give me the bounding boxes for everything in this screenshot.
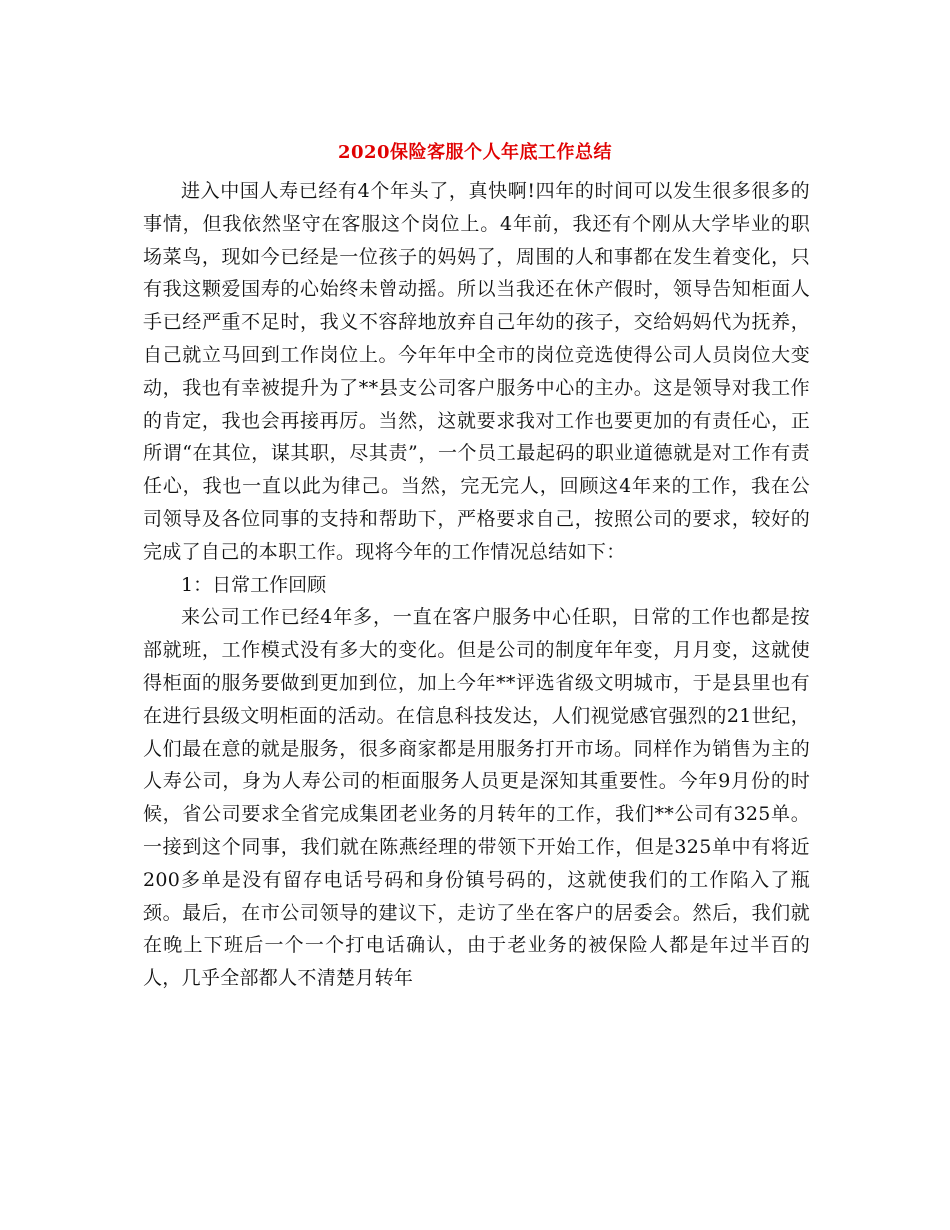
paragraph-intro: 进入中国人寿已经有4个年头了，真快啊!四年的时间可以发生很多很多的事情，但我依然坚守在客服这个岗位上。4年前，我还有个刚从大学毕业的职场菜鸟，现如今已经是一位孩子的妈妈了，周围的人和事都在发生着变化，只有我这颗爱国寿的心始终未曾动摇。所以当我还在休产假时，领导告知柜面人手已经严重不足时，我义不容辞地放弃自己年幼的孩子，交给妈妈代为抚养，自己就立马回到工作岗位上。今年年中全市的岗位竞选使得公司人员岗位大变动，我也有幸被提升为了**县支公司客户服务中心的主办。这是领导对我工作的肯定，我也会再接再厉。当然，这就要求我对工作也要更加的有责任心，正所谓“在其位，谋其职，尽其责”，一个员工最起码的职业道德就是对工作有责任心，我也一直以此为律己。当然，完无完人，回顾这4年来的工作，我在公司领导及各位同事的支持和帮助下，严格要求自己，按照公司的要求，较好的完成了自己的本职工作。现将今年的工作情况总结如下： bbox=[143, 180, 810, 563]
section-heading-daily-work: 1：日常工作回顾 bbox=[181, 573, 327, 596]
document-body bbox=[143, 175, 810, 995]
paragraph-daily-work: 来公司工作已经4年多，一直在客户服务中心任职，日常的工作也都是按部就班，工作模式没有多大的变化。但是公司的制度年年变，月月变，这就使得柜面的服务要做到更加到位，加上今年**评选省级文明城市，于是县里也有在进行县级文明柜面的活动。在信息科技发达，人们视觉感官强烈的21世纪，人们最在意的就是服务，很多商家都是用服务打开市场。同样作为销售为主的人寿公司，身为人寿公司的柜面服务人员更是深知其重要性。今年9月份的时候，省公司要求全省完成集团老业务的月转年的工作，我们**公司有325单。一接到这个同事，我们就在陈燕经理的带领下开始工作，但是325单中有将近200多单是没有留存电话号码和身份镇号码的，这就使我们的工作陷入了瓶颈。最后，在市公司领导的建议下，走访了坐在客户的居委会。然后，我们就在晚上下班后一个一个打电话确认，由于老业务的被保险人都是年过半百的人，几乎全部都人不清楚月转年 bbox=[143, 606, 810, 990]
document-title: 2020保险客服个人年底工作总结 bbox=[337, 142, 613, 163]
